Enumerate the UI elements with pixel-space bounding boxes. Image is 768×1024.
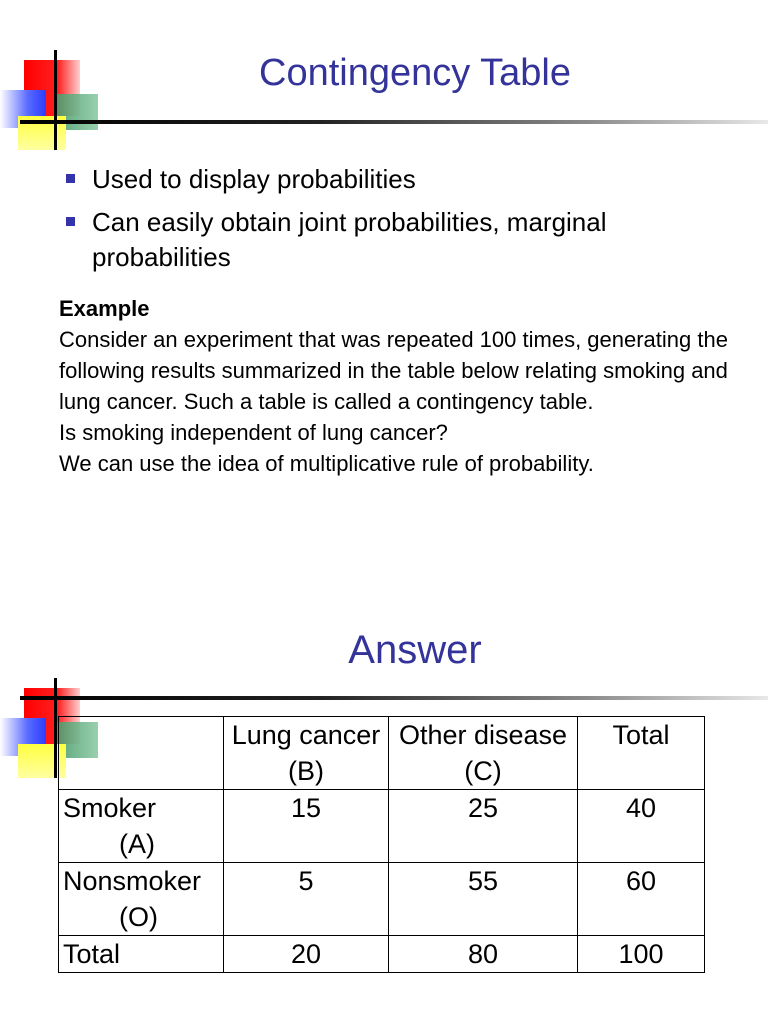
square-bullet-icon [66, 217, 75, 226]
bullet-text: Can easily obtain joint probabilities, marginal probabilities [92, 207, 607, 272]
table-cell: 20 [224, 936, 389, 973]
slide-answer [0, 512, 768, 1024]
table-row [59, 936, 705, 973]
row-label [59, 936, 224, 973]
row-label [59, 863, 224, 936]
example-paragraph: Consider an experiment that was repeated 100 times, generating the following results summarized in the table below relating smoking and lung cancer. Such a table is called a contingency table. [59, 327, 728, 414]
decorative-squares-logo [0, 0, 100, 100]
crosshair-line [54, 678, 57, 778]
bullet-list [62, 162, 742, 283]
row-label-line1: Nonsmoker [63, 866, 202, 896]
example-heading: Example [59, 296, 150, 321]
row-label-line1: Smoker [63, 793, 157, 823]
header-cell [59, 717, 224, 790]
row-label-line1: Total [63, 939, 121, 969]
table-cell: 80 [389, 936, 578, 973]
header-cell: Lung cancer (B) [224, 717, 389, 790]
slide-title: Contingency Table [259, 52, 571, 94]
square-bullet-icon [66, 174, 75, 183]
table-row [59, 790, 705, 863]
row-label-line2: (O) [119, 902, 158, 932]
header-cell: Other disease (C) [389, 717, 578, 790]
table-cell: 60 [578, 863, 705, 936]
example-question: Is smoking independent of lung cancer? [59, 420, 448, 445]
slide-title: Answer [348, 628, 482, 672]
example-note: We can use the idea of multiplicative rule of probability. [59, 451, 594, 476]
title-rule [20, 696, 768, 700]
header-cell: Total [578, 717, 705, 790]
table-cell: 40 [578, 790, 705, 863]
row-label-line2: (A) [119, 829, 155, 859]
table-cell: 25 [389, 790, 578, 863]
crosshair-line [54, 50, 57, 150]
row-label [59, 790, 224, 863]
bullet-item [62, 162, 742, 197]
table-cell: 5 [224, 863, 389, 936]
title-rule [20, 120, 768, 124]
table-cell: 55 [389, 863, 578, 936]
bullet-text: Used to display probabilities [92, 164, 416, 194]
table-cell: 100 [578, 936, 705, 973]
table-row [59, 863, 705, 936]
example-block [59, 293, 739, 479]
bullet-item [62, 205, 742, 275]
table-header-row [59, 717, 705, 790]
table-cell: 15 [224, 790, 389, 863]
decorative-squares-logo [0, 628, 100, 728]
contingency-table [58, 716, 705, 973]
